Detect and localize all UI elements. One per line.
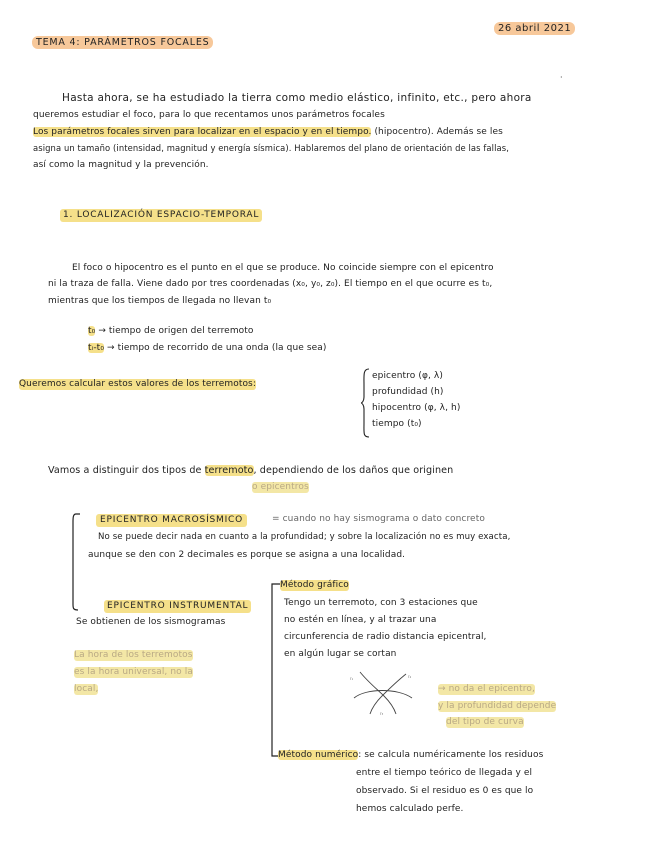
numerico-title: Método numérico bbox=[278, 750, 359, 760]
circles-sketch bbox=[346, 668, 418, 716]
types-intro-highlight: terremoto bbox=[204, 465, 254, 476]
value-profundidad: profundidad (h) bbox=[372, 387, 444, 397]
instr-note-2: es la hora universal, no la bbox=[74, 667, 193, 677]
t0-label: t₀ bbox=[88, 326, 96, 336]
page-date: 26 abril 2021 bbox=[494, 22, 575, 35]
intro-line-5: así como la magnitud y la prevención. bbox=[33, 160, 209, 170]
svg-text:r₁: r₁ bbox=[350, 676, 354, 681]
numerico-desc-2: entre el tiempo teórico de llegada y el bbox=[356, 768, 533, 778]
macro-desc-1: No se puede decir nada en cuanto a la profundidad; y sobre la localización no es muy exacta, bbox=[98, 532, 511, 542]
macro-note: = cuando no hay sismograma o dato concreto bbox=[272, 514, 485, 524]
types-brace bbox=[68, 512, 84, 612]
svg-text:r₃: r₃ bbox=[380, 711, 384, 716]
t0-text: → tiempo de origen del terremoto bbox=[98, 326, 254, 336]
numerico-desc-1: se calcula numéricamente los residuos bbox=[364, 750, 544, 760]
intro-line-3-rest: (hipocentro). Además se les bbox=[371, 127, 503, 137]
macro-desc-2: aunque se den con 2 decimales es porque se asigna a una localidad. bbox=[88, 550, 406, 560]
dot-mark: · bbox=[560, 73, 563, 82]
grafico-note-1: → no da el epicentro, bbox=[438, 684, 535, 694]
numerico-line-1: Método numérico: se calcula numéricamente los residuos bbox=[278, 750, 544, 760]
section1-para-2: ni la traza de falla. Viene dado por tres coordenadas (x₀, y₀, z₀). El tiempo en el que ocurre es t₀, bbox=[48, 279, 493, 289]
section1-para-1: El foco o hipocentro es el punto en el que se produce. No coincide siempre con el epicentro bbox=[72, 263, 494, 273]
section-title: 1. LOCALIZACIÓN ESPACIO-TEMPORAL bbox=[60, 209, 262, 222]
svg-text:r₂: r₂ bbox=[408, 674, 412, 679]
ti-label: tᵢ-t₀ bbox=[88, 343, 105, 353]
grafico-note-3: del tipo de curva bbox=[446, 717, 524, 727]
intro-line-2: queremos estudiar el foco, para lo que recentamos unos parámetros focales bbox=[33, 110, 385, 120]
t0-definition bbox=[88, 326, 254, 337]
methods-brace bbox=[266, 580, 282, 760]
types-under-note: o epicentros bbox=[252, 482, 309, 492]
types-intro bbox=[48, 465, 453, 476]
instr-desc: Se obtienen de los sismogramas bbox=[76, 617, 226, 627]
page-title: TEMA 4: PARÁMETROS FOCALES bbox=[32, 36, 213, 49]
intro-line-1: Hasta ahora, se ha estudiado la tierra como medio elástico, infinito, etc., pero ahora bbox=[62, 92, 532, 104]
grafico-note-2: y la profundidad depende bbox=[438, 701, 557, 711]
grafico-title: Método gráfico bbox=[280, 580, 349, 590]
instr-note-3: local, bbox=[74, 684, 99, 694]
intro-line-3 bbox=[33, 127, 503, 138]
numerico-desc-3: observado. Si el residuo es 0 es que lo bbox=[356, 786, 534, 796]
calc-text: Queremos calcular estos valores de los terremotos: bbox=[19, 379, 256, 389]
grafico-desc-4: en algún lugar se cortan bbox=[284, 649, 397, 659]
grafico-desc-2: no estén en línea, y al trazar una bbox=[284, 615, 437, 625]
ti-definition bbox=[88, 343, 327, 354]
values-brace bbox=[360, 367, 372, 439]
value-tiempo: tiempo (t₀) bbox=[372, 419, 422, 429]
types-intro-b: , dependiendo de los daños que originen bbox=[253, 465, 454, 476]
grafico-desc-1: Tengo un terremoto, con 3 estaciones que bbox=[284, 598, 478, 608]
types-intro-a: Vamos a distinguir dos tipos de bbox=[48, 465, 202, 476]
value-hipocentro: hipocentro (φ, λ, h) bbox=[372, 403, 461, 413]
instr-note-1: La hora de los terremotos bbox=[74, 650, 193, 660]
grafico-desc-3: circunferencia de radio distancia epicentral, bbox=[284, 632, 487, 642]
intro-highlight: Los parámetros focales sirven para localizar en el espacio y en el tiempo. bbox=[33, 127, 372, 137]
section1-para-3: mientras que los tiempos de llegada no llevan t₀ bbox=[48, 296, 272, 306]
macro-title: EPICENTRO MACROSÍSMICO bbox=[96, 514, 247, 527]
ti-text: → tiempo de recorrido de una onda (la que sea) bbox=[107, 343, 327, 353]
intro-line-4: asigna un tamaño (intensidad, magnitud y energía sísmica). Hablaremos del plano de orientación de las fallas, bbox=[33, 143, 509, 153]
instr-title: EPICENTRO INSTRUMENTAL bbox=[104, 600, 251, 613]
numerico-desc-4: hemos calculado perfe. bbox=[356, 804, 464, 814]
value-epicentro: epicentro (φ, λ) bbox=[372, 371, 443, 381]
